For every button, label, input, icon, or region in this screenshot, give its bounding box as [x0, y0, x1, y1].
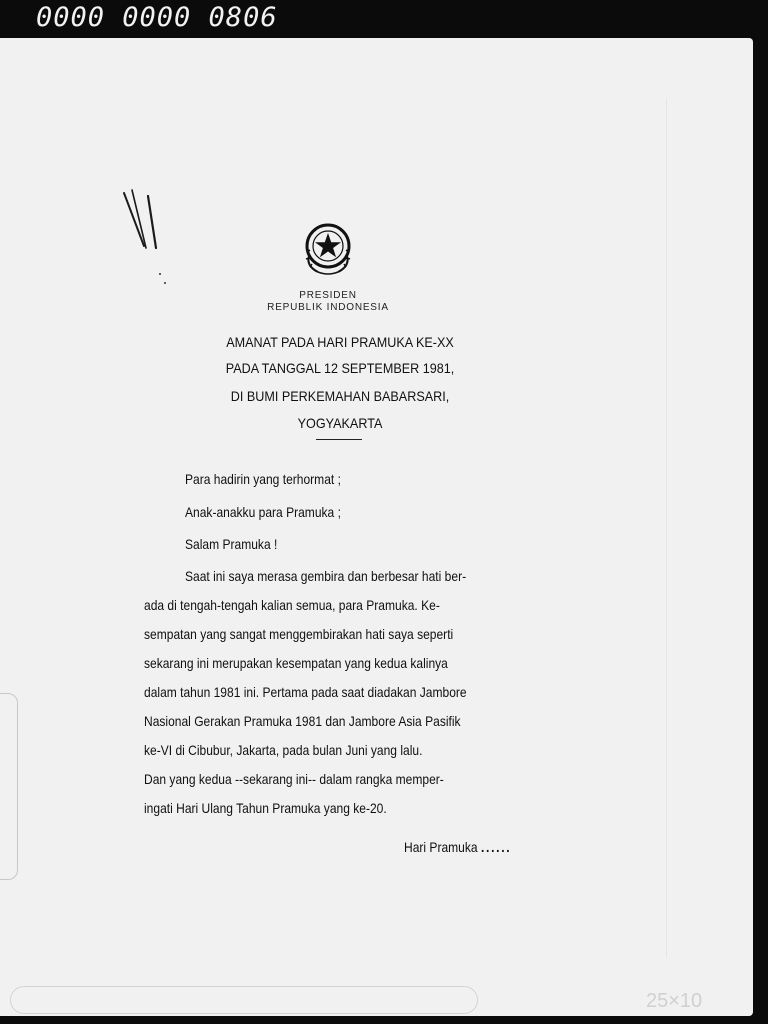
paragraph-line: Saat ini saya merasa gembira dan berbesar hati ber- [185, 568, 467, 584]
paragraph-line: ke-VI di Cibubur, Jakarta, pada bulan Juni yang lalu. [144, 742, 423, 758]
paragraph-line: Dan yang kedua --sekarang ini-- dalam rangka memper- [144, 771, 444, 787]
continuation-note [404, 839, 511, 855]
speech-venue-line: DI BUMI PERKEMAHAN BABARSARI, [230, 388, 450, 404]
office-title: PRESIDEN [299, 290, 357, 301]
greeting-line: Salam Pramuka ! [185, 536, 278, 552]
page-crease [666, 98, 667, 958]
bottom-scan-artifact [10, 986, 478, 1014]
paragraph-line: ingati Hari Ulang Tahun Pramuka yang ke-20. [144, 800, 387, 816]
paragraph-line: dalam tahun 1981 ini. Pertama pada saat diadakan Jambore [144, 684, 467, 700]
office-country: REPUBLIK INDONESIA [267, 302, 389, 313]
paragraph-line: sempatan yang sangat menggembirakan hati saya seperti [144, 626, 454, 642]
speech-city-line: YOGYAKARTA [297, 415, 383, 431]
document-page [0, 38, 753, 1016]
frame-code: 0000 0000 0806 [36, 2, 278, 33]
paragraph-line: Nasional Gerakan Pramuka 1981 dan Jambore Asia Pasifik [144, 713, 461, 729]
paragraph-line: sekarang ini merupakan kesempatan yang kedua kalinya [144, 655, 448, 671]
speech-date-line: PADA TANGGAL 12 SEPTEMBER 1981, [225, 360, 455, 376]
left-edge-mark [0, 693, 18, 880]
continuation-dots: ...... [480, 839, 512, 855]
continuation-text: Hari Pramuka [404, 839, 478, 855]
pen-mark [118, 188, 168, 288]
page-mark: 25×10 [646, 990, 703, 1012]
paragraph-line: ada di tengah-tengah kalian semua, para Pramuka. Ke- [144, 597, 440, 613]
title-underline [316, 439, 362, 440]
greeting-line: Para hadirin yang terhormat ; [185, 471, 341, 487]
speech-title-line: AMANAT PADA HARI PRAMUKA KE-XX [226, 334, 454, 350]
star-emblem-icon [296, 216, 360, 280]
greeting-line: Anak-anakku para Pramuka ; [185, 504, 341, 520]
